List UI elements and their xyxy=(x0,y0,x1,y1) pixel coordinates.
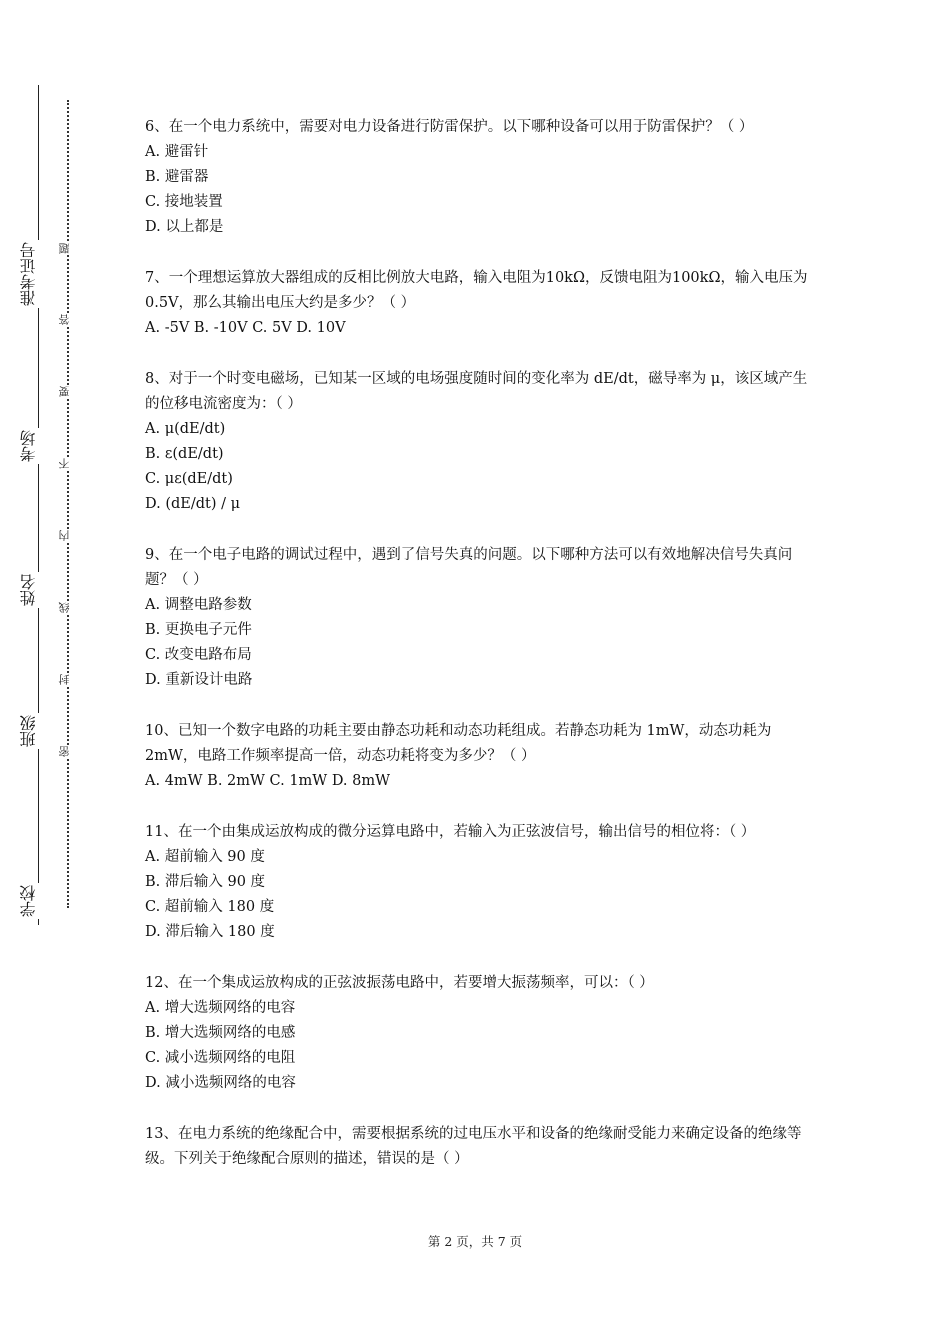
option-c: C. 接地装置 xyxy=(145,194,223,210)
option-a: A. 增大选频网络的电容 xyxy=(145,1000,296,1016)
option-c: C. 超前输入 180 度 xyxy=(145,899,275,915)
option-b: B. 滞后输入 90 度 xyxy=(145,874,266,890)
option-a: A. 调整电路参数 xyxy=(145,597,252,613)
option-a: A. μ(dE/dt) xyxy=(145,421,226,437)
option-b: B. 避雷器 xyxy=(145,169,209,185)
option-a: A. 超前输入 90 度 xyxy=(145,849,265,865)
question-stem: 11、在一个由集成运放构成的微分运算电路中，若输入为正弦波信号，输出信号的相位将：（ ） xyxy=(145,824,756,840)
option-c: C. 减小选频网络的电阻 xyxy=(145,1050,296,1066)
question-7 xyxy=(145,266,815,341)
option-b: B. 增大选频网络的电感 xyxy=(145,1025,296,1041)
question-stem: 12、在一个集成运放构成的正弦波振荡电路中，若要增大振荡频率，可以：（ ） xyxy=(145,975,654,991)
page-footer: 第 2 页，共 7 页 xyxy=(427,1234,523,1249)
seal-char: 内 xyxy=(59,530,77,541)
binding-margin xyxy=(0,0,110,1344)
label-school: 学校 xyxy=(20,883,56,919)
option-d: D. 以上都是 xyxy=(145,219,224,235)
question-stem: 9、在一个电子电路的调试过程中，遇到了信号失真的问题。以下哪种方法可以有效地解决信号失真问题？（ ） xyxy=(145,547,793,588)
seal-dotted-line xyxy=(67,100,69,908)
question-list xyxy=(145,115,815,1172)
seal-char: 不 xyxy=(59,458,77,469)
question-stem: 8、对于一个时变电磁场，已知某一区域的电场强度随时间的变化率为 dE/dt，磁导率为 μ，该区域产生的位移电流密度为：（ ） xyxy=(145,371,808,412)
option-d: D. (dE/dt) / μ xyxy=(145,496,241,512)
options-inline: A. -5V B. -10V C. 5V D. 10V xyxy=(145,320,346,336)
binding-line xyxy=(38,85,39,925)
question-6 xyxy=(145,115,815,240)
label-exam-number: 准考证号 xyxy=(20,240,56,308)
option-d: D. 重新设计电路 xyxy=(145,672,253,688)
question-stem: 13、在电力系统的绝缘配合中，需要根据系统的过电压水平和设备的绝缘耐受能力来确定设备的绝缘等级。下列关于绝缘配合原则的描述，错误的是（ ） xyxy=(145,1126,802,1167)
option-b: B. ε(dE/dt) xyxy=(145,446,224,462)
seal-char: 线 xyxy=(59,602,77,613)
question-stem: 6、在一个电力系统中，需要对电力设备进行防雷保护。以下哪种设备可以用于防雷保护？（ ） xyxy=(145,119,754,135)
seal-char: 题 xyxy=(59,243,77,254)
label-class: 班级 xyxy=(20,713,56,749)
option-b: B. 更换电子元件 xyxy=(145,622,252,638)
label-exam-room: 考场 xyxy=(20,428,56,464)
question-stem: 10、已知一个数字电路的功耗主要由静态功耗和动态功耗组成。若静态功耗为 1mW，动态功耗为 2mW，电路工作频率提高一倍，动态功耗将变为多少？（ ） xyxy=(145,723,772,764)
question-stem: 7、一个理想运算放大器组成的反相比例放大电路，输入电阻为10kΩ，反馈电阻为100kΩ，输入电压为0.5V，那么其输出电压大约是多少？（ ） xyxy=(145,270,808,311)
question-10 xyxy=(145,719,815,794)
question-12 xyxy=(145,971,815,1096)
label-name: 姓名 xyxy=(20,572,56,608)
seal-char: 密 xyxy=(59,746,77,757)
option-d: D. 减小选频网络的电容 xyxy=(145,1075,296,1091)
option-c: C. με(dE/dt) xyxy=(145,471,233,487)
seal-char: 封 xyxy=(59,674,77,685)
option-d: D. 滞后输入 180 度 xyxy=(145,924,275,940)
seal-char: 要 xyxy=(59,386,77,397)
question-13 xyxy=(145,1122,815,1172)
options-inline: A. 4mW B. 2mW C. 1mW D. 8mW xyxy=(145,773,391,789)
question-8 xyxy=(145,367,815,517)
option-c: C. 改变电路布局 xyxy=(145,647,252,663)
option-a: A. 避雷针 xyxy=(145,144,209,160)
question-9 xyxy=(145,543,815,693)
seal-char: 答 xyxy=(59,314,77,325)
question-11 xyxy=(145,820,815,945)
